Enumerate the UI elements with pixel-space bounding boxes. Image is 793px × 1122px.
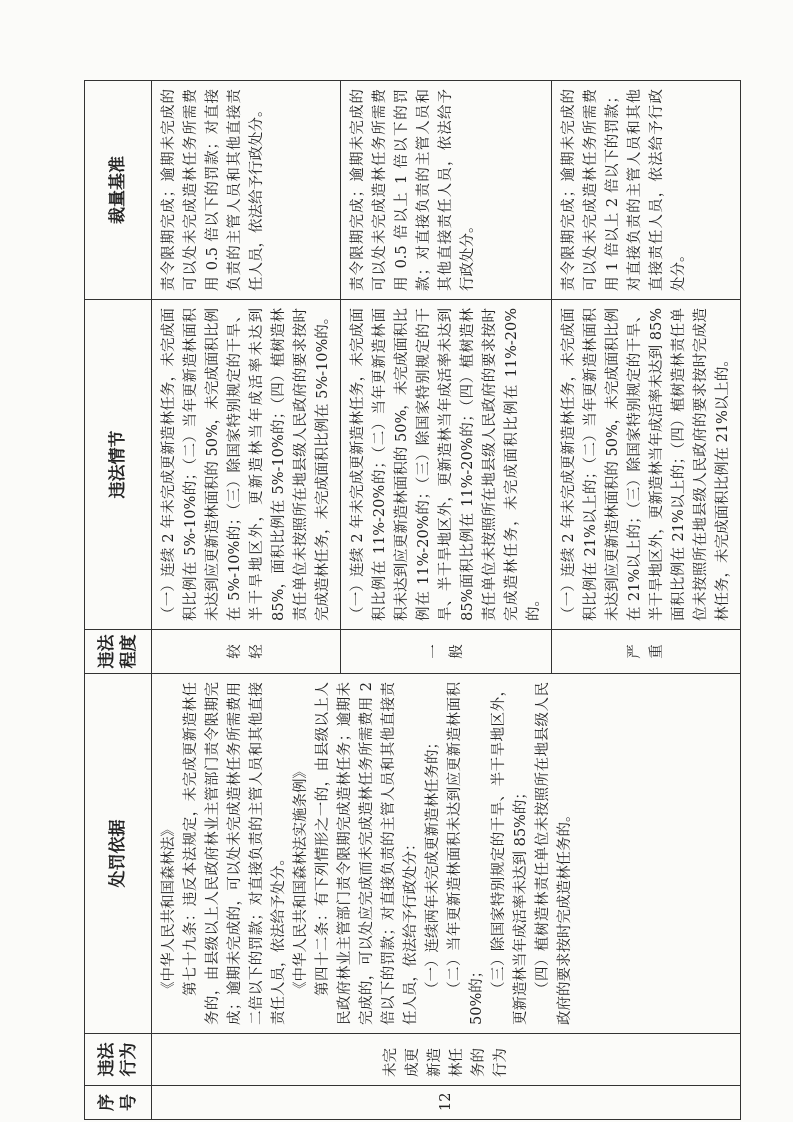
standard-serious-text: 责令限期完成；逾期未完成的可以处未完成造林任务所需费用 1 倍以上 2 倍以下的罚款；对直接负责的主管人员和其他直接责任人员，依法给予行政处分。 (561, 89, 687, 291)
circumstances-serious-text: （一）连续 2 年未完成更新造林任务，未完成面积比例在 21%以上的；（二）当年更新造林面积未达到应更新造林面积的 50%，未完成面积比例在 21%以上的；（三）除国家特别规定的干旱、半干旱地区外，更新造林当年成活率未达到 85%面积比例在 21%以上的；（四）植树造林责任单位未按照所在地县级人民政府的要求按时完成造林任务，未完成面积比例在 21%以上的。 (561, 308, 731, 621)
basis-item-1: （一）连续两年未完成更新造林任务的； (425, 735, 441, 996)
standard-serious (552, 81, 741, 300)
basis-law-title-2: 《中华人民共和国森林法实施条例》 (293, 764, 309, 996)
severity-light: 较轻 (152, 630, 341, 674)
penalty-basis (152, 674, 741, 1034)
basis-item-4: （四）植树造林责任单位未按照所在地县级人民政府的要求按时完成造林任务的。 (535, 682, 573, 1025)
standard-general (341, 81, 552, 300)
severity-general: 一般 (341, 630, 552, 674)
rotated-page (84, 80, 731, 1120)
basis-item-2: （二）当年更新造林面积未达到应更新造林面积 50%的； (447, 682, 485, 1025)
header-circumstances: 违法情节 (85, 300, 152, 630)
standard-light-text: 责令限期完成；逾期未完成的可以处未完成造林任务所需费用 0.5 倍以下的罚款；对直接负责的主管人员和其他直接责任人员，依法给予行政处分。 (161, 89, 265, 291)
basis-law-title-1: 《中华人民共和国森林法》 (161, 822, 177, 996)
row-number: 12 (152, 1086, 741, 1120)
header-basis: 处罚依据 (85, 674, 152, 1034)
standard-light (152, 81, 341, 300)
circumstances-light (152, 300, 341, 630)
basis-item-3: （三）除国家特别规定的干旱、半干旱地区外，更新造林当年成活率未达到 85%的； (491, 682, 529, 1025)
header-standard: 裁量基准 (85, 81, 152, 300)
severity-serious: 严重 (552, 630, 741, 674)
standard-general-text: 责令限期完成；逾期未完成的可以处未完成造林任务所需费用 0.5 倍以上 1 倍以下的罚款；对直接负责的主管人员和其他直接责任人员，依法给予行政处分。 (350, 89, 476, 291)
basis-article-79: 第七十九条：违反本法规定，未完成更新造林任务的，由县级以上人民政府林业主管部门责令限期完成；逾期未完成的，可以处未完成造林任务所需费用二倍以下的罚款；对直接负责的主管人员和其他直接责任人员，依法给予处分。 (183, 682, 287, 1025)
header-act: 违法行为 (85, 1034, 152, 1086)
circumstances-light-text: （一）连续 2 年未完成更新造林任务，未完成面积比例在 5%-10%的；（二）当年更新造林面积未达到应更新造林面积的 50%，未完成面积比例在 5%-10%的；（三）除国家特别规定的干旱、半干旱地区外，更新造林当年成活率未达到 85%，面积比例在 5%-10%的；（四）植树造林责任单位未按照所在地县级人民政府的要求按时完成造林任务，未完成面积比例在 5%-10%的。 (161, 308, 331, 621)
header-row (85, 81, 152, 1120)
header-no: 序号 (85, 1086, 152, 1120)
circumstances-general-text: （一）连续 2 年未完成更新造林任务，未完成面积比例在 11%-20%的；（二）当年更新造林面积未达到应更新造林面积的 50%，未完成面积比例在 11%-20%的；（三）除国家特别规定的干旱、半干旱地区外，更新造林当年成活率未达到 85%面积比例在 11%-20%的；（四）植树造林责任单位未按照所在地县级人民政府的要求按时完成造林任务，未完成面积比例在 11%-20%的。 (350, 308, 542, 621)
circumstances-general (341, 300, 552, 630)
header-severity: 违法程度 (85, 630, 152, 674)
circumstances-serious (552, 300, 741, 630)
basis-article-42: 第四十二条：有下列情形之一的，由县级以上人民政府林业主管部门责令限期完成造林任务；逾期未完成的，可以处应完成而未完成造林任务所需费用 2 倍以下的罚款；对直接负责的主管人员和其他直接责任人员，依法给予行政处分： (315, 682, 419, 1025)
penalty-standard-table (84, 80, 741, 1120)
table-row (152, 81, 341, 1120)
violation-act: 未完成更新造林任务的行为 (152, 1034, 741, 1086)
